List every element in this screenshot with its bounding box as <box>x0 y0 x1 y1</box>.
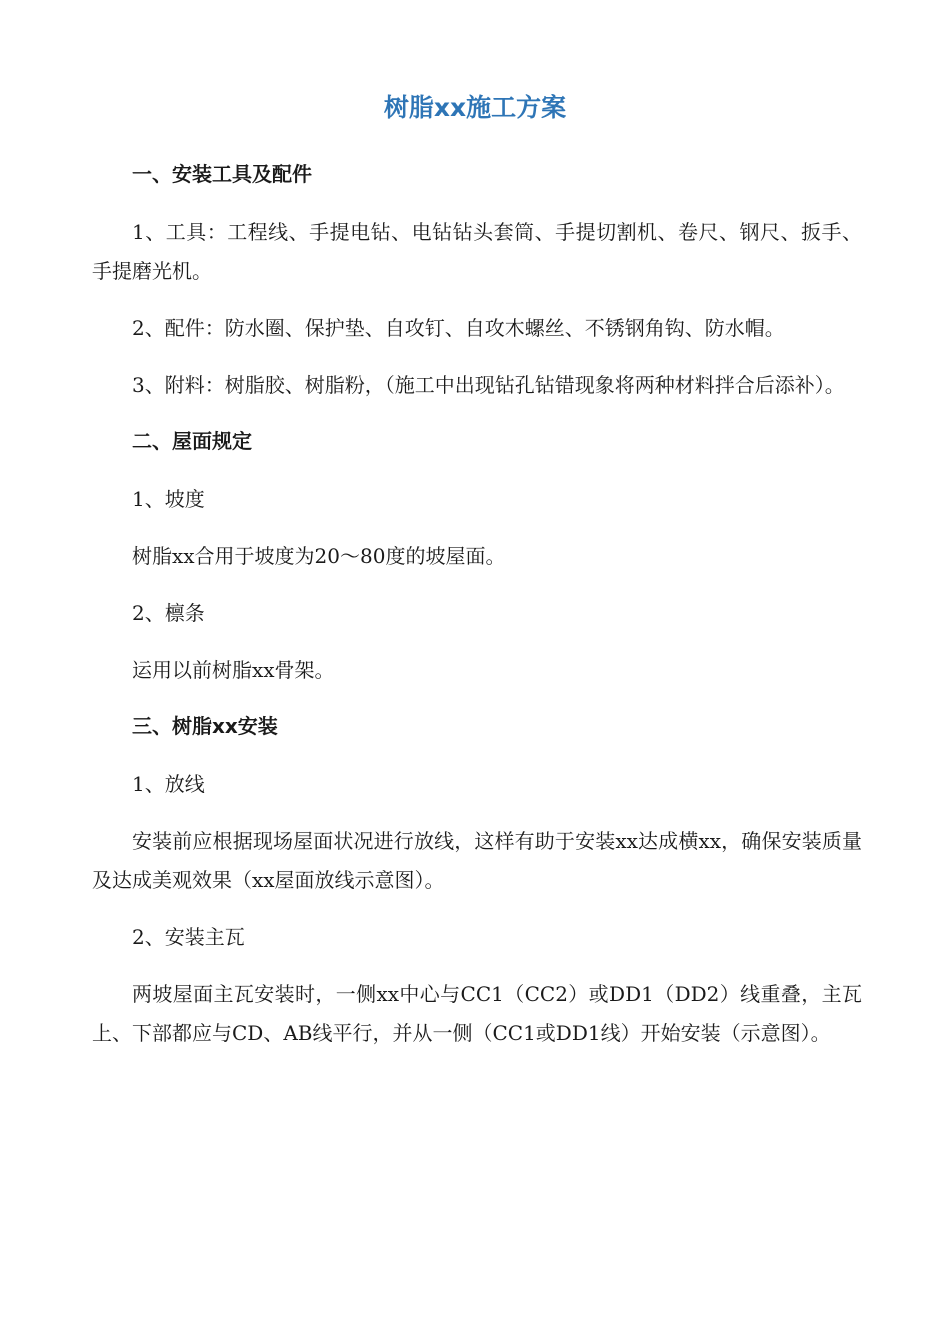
purlin-paragraph: 运用以前树脂xx骨架。 <box>132 658 335 682</box>
slope-paragraph: 树脂xx合用于坡度为20～80度的坡屋面。 <box>132 544 506 568</box>
purlin-subheading: 2、檩条 <box>132 601 205 625</box>
fittings-paragraph: 2、配件：防水圈、保护垫、自攻钉、自攻木螺丝、不锈钢角钩、防水帽。 <box>132 316 785 340</box>
section-1-heading: 一、安装工具及配件 <box>132 162 312 186</box>
slope-subheading: 1、坡度 <box>132 487 205 511</box>
document-title: 树脂xx施工方案 <box>383 93 567 122</box>
main-tile-subheading: 2、安装主瓦 <box>132 925 245 949</box>
layout-subheading: 1、放线 <box>132 772 205 796</box>
materials-paragraph: 3、附料：树脂胶、树脂粉，（施工中出现钻孔钻错现象将两种材料拌合后添补）。 <box>132 373 845 397</box>
tools-paragraph: 1、工具：工程线、手提电钻、电钻钻头套筒、手提切割机、卷尺、钢尺、扳手、手提磨光机。 <box>92 220 862 283</box>
layout-paragraph: 安装前应根据现场屋面状况进行放线，这样有助于安装xx达成横xx，确保安装质量及达成美观效果（xx屋面放线示意图）。 <box>92 829 862 892</box>
section-2-heading: 二、屋面规定 <box>132 429 252 453</box>
document-body <box>92 156 862 1071</box>
main-tile-paragraph: 两坡屋面主瓦安装时，一侧xx中心与CC1（CC2）或DD1（DD2）线重叠，主瓦上、下部都应与CD、AB线平行，并从一侧（CC1或DD1线）开始安装（示意图）。 <box>92 982 862 1045</box>
section-3-heading: 三、树脂xx安装 <box>132 714 278 738</box>
